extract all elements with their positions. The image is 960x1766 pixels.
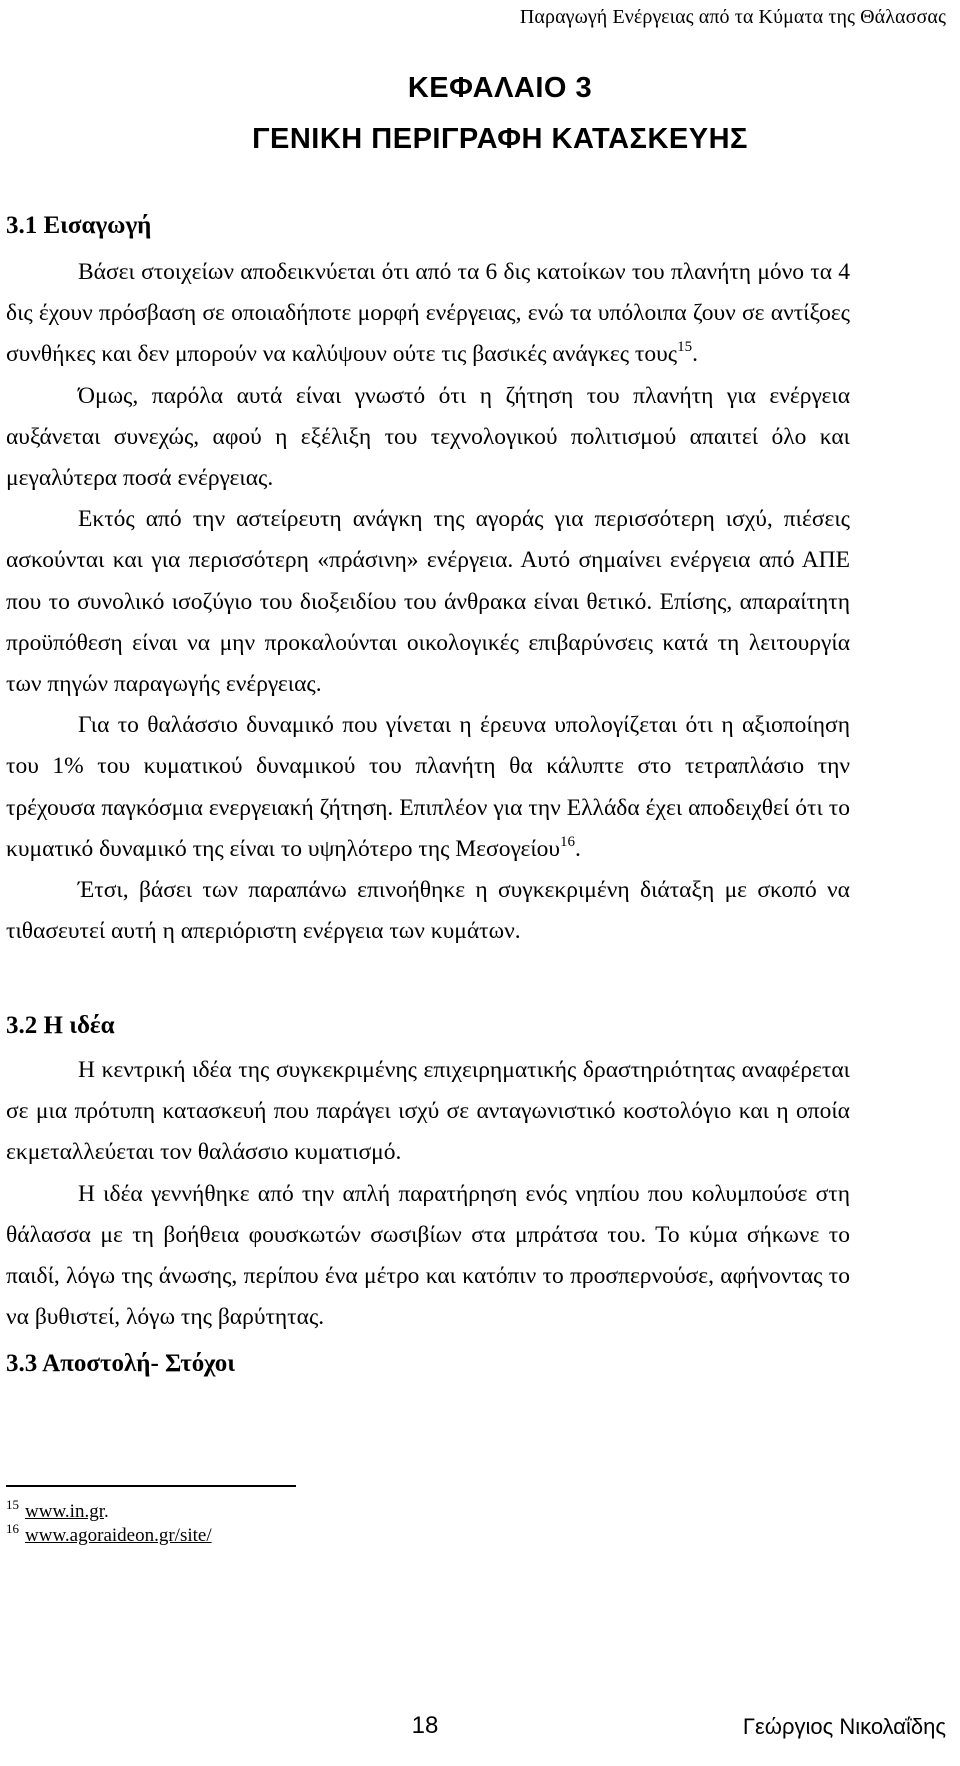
footnote-link[interactable]: www.agoraideon.gr/site/ bbox=[25, 1525, 212, 1546]
paragraph bbox=[6, 705, 850, 870]
paragraph bbox=[6, 252, 850, 376]
footer-author: Γεώργιος Νικολαΐδης bbox=[742, 1714, 946, 1739]
paragraph: Η ιδέα γεννήθηκε από την απλή παρατήρηση ενός νηπίου που κολυμπούσε στη θάλασσα με τη βοήθεια φουσκωτών σωσιβίων στα μπράτσα του. Το κύμα σήκωνε το παιδί, λόγω της άνωσης, περίπου ένα μέτρο και κατόπιν το προσπερνούσε, αφήνοντας το να βυθιστεί, λόγω της βαρύτητας. bbox=[6, 1180, 850, 1331]
section-heading-3-3: 3.3 Αποστολή- Στόχοι bbox=[6, 1350, 235, 1377]
footnote-punctuation: . bbox=[104, 1501, 109, 1522]
section-body-3-2 bbox=[6, 1050, 850, 1338]
paragraph: Εκτός από την αστείρευτη ανάγκη της αγοράς για περισσότερη ισχύ, πιέσεις ασκούνται και για περισσότερη «πράσινη» ενέργεια. Αυτό σημαίνει ενέργεια από ΑΠΕ που το συνολικό ισοζύγιο του διοξειδίου του άνθρακα είναι θετικό. Επίσης, απαραίτητη προϋπόθεση είναι να μην προκαλούνται οικολογικές επιβαρύνσεις κατά τη λειτουργία των πηγών παραγωγής ενέργειας. bbox=[6, 506, 850, 698]
paragraph: Έτσι, βάσει των παραπάνω επινοήθηκε η συγκεκριμένη διάταξη με σκοπό να τιθασευτεί αυτή η απεριόριστη ενέργεια των κυμάτων. bbox=[6, 877, 850, 945]
running-header: Παραγωγή Ενέργειας από τα Κύματα της Θάλασσας bbox=[519, 6, 946, 28]
footnote-ref-16: 16 bbox=[560, 833, 576, 850]
paragraph-text: Βάσει στοιχείων αποδεικνύεται ότι από τα 6 δις κατοίκων του πλανήτη μόνο τα 4 δις έχουν πρόσβαση σε οποιαδήποτε μορφή ενέργειας, ενώ τα υπόλοιπα ζουν σε αντίξοες συνθήκες και δεν μπορούν να καλύψουν ούτε τις βασικές ανάγκες τους bbox=[6, 259, 850, 368]
footnote-ref-15: 15 bbox=[677, 339, 693, 356]
footnote-number: 16 bbox=[6, 1521, 19, 1536]
paragraph-punctuation: . bbox=[575, 835, 581, 862]
paragraph: Η κεντρική ιδέα της συγκεκριμένης επιχειρηματικής δραστηριότητας αναφέρεται σε μια πρότυπη κατασκευή που παράγει ισχύ σε ανταγωνιστικό κοστολόγιο και η οποία εκμεταλλεύεται τον θαλάσσιο κυματισμό. bbox=[6, 1057, 850, 1166]
footnote-number: 15 bbox=[6, 1497, 19, 1512]
chapter-label: ΚΕΦΑΛΑΙΟ 3 bbox=[407, 72, 593, 104]
paragraph: Όμως, παρόλα αυτά είναι γνωστό ότι η ζήτηση του πλανήτη για ενέργεια αυξάνεται συνεχώς, αφού η εξέλιξη του τεχνολογικού πολιτισμού απαιτεί όλο και μεγαλύτερα ποσά ενέργειας. bbox=[6, 382, 850, 492]
page-number: 18 bbox=[411, 1712, 439, 1739]
section-heading-3-2: 3.2 Η ιδέα bbox=[6, 1012, 115, 1039]
footnote-16 bbox=[6, 1518, 212, 1547]
paragraph-punctuation: . bbox=[692, 341, 698, 368]
chapter-title: ΓΕΝΙΚΗ ΠΕΡΙΓΡΑΦΗ ΚΑΤΑΣΚΕΥΗΣ bbox=[252, 123, 748, 155]
footnote-link[interactable]: www.in.gr bbox=[25, 1501, 104, 1522]
section-body-3-1 bbox=[6, 252, 850, 952]
footnote-divider bbox=[6, 1485, 296, 1487]
section-heading-3-1: 3.1 Εισαγωγή bbox=[6, 212, 152, 239]
paragraph-text: Για το θαλάσσιο δυναμικό που γίνεται η έρευνα υπολογίζεται ότι η αξιοποίηση του 1% του κυματικού δυναμικού του πλανήτη θα κάλυπτε στο τετραπλάσιο την τρέχουσα παγκόσμια ενεργειακή ζήτηση. Επιπλέον για την Ελλάδα έχει αποδειχθεί ότι το κυματικό δυναμικό της είναι το υψηλότερο της Μεσογείου bbox=[6, 712, 850, 862]
